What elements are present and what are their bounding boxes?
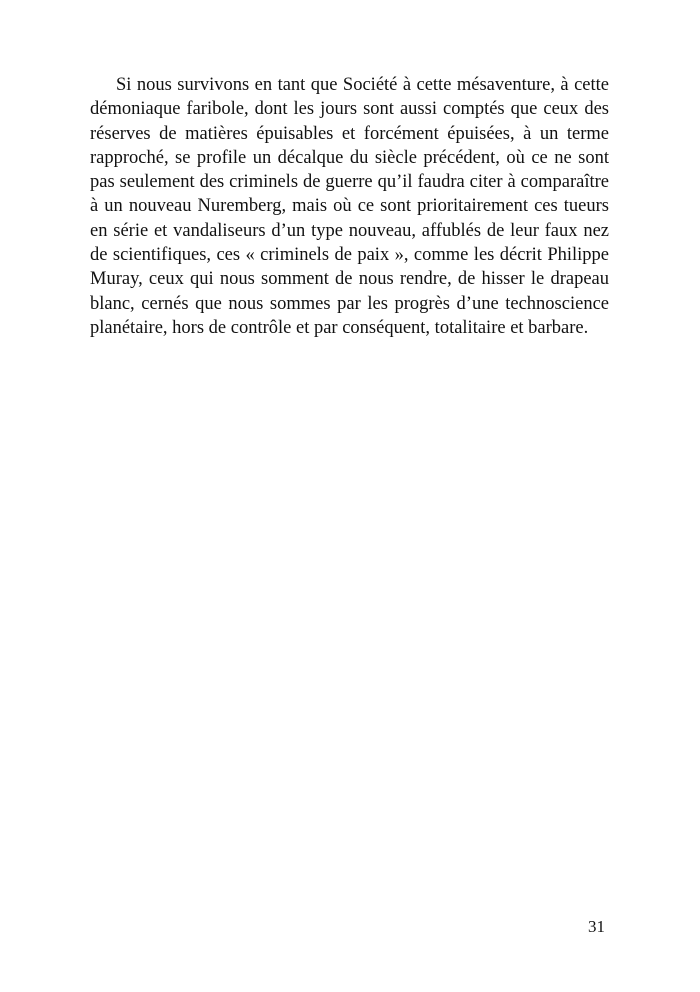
paragraph-line: en série et vandaliseurs d’un type nouveau, affublés de leur faux nez [90,220,609,241]
paragraph-line: rapproché, se profile un décalque du siècle précédent, où ce ne sont [90,147,609,168]
paragraph-line: de scientifiques, ces « criminels de paix », comme les décrit Philippe [90,245,609,266]
paragraph-line: Si nous survivons en tant que Société à cette mésaventure, à cette [116,75,609,95]
paragraph-line: blanc, cernés que nous sommes par les progrès d’une technoscience [90,293,609,314]
paragraph-line: Muray, ceux qui nous somment de nous rendre, de hisser le drapeau [90,269,609,290]
paragraph-line: pas seulement des criminels de guerre qu’il faudra citer à comparaître [90,172,609,193]
page-number: 31 [588,917,605,936]
body-paragraph [90,73,609,340]
paragraph-line: à un nouveau Nuremberg, mais où ce sont prioritairement ces tueurs [90,196,609,217]
paragraph-line: planétaire, hors de contrôle et par conséquent, totalitaire et barbare. [90,317,589,338]
paragraph-line: réserves de matières épuisables et forcément épuisées, à un terme [90,123,609,144]
paragraph-line: démoniaque faribole, dont les jours sont aussi comptés que ceux des [90,99,609,120]
